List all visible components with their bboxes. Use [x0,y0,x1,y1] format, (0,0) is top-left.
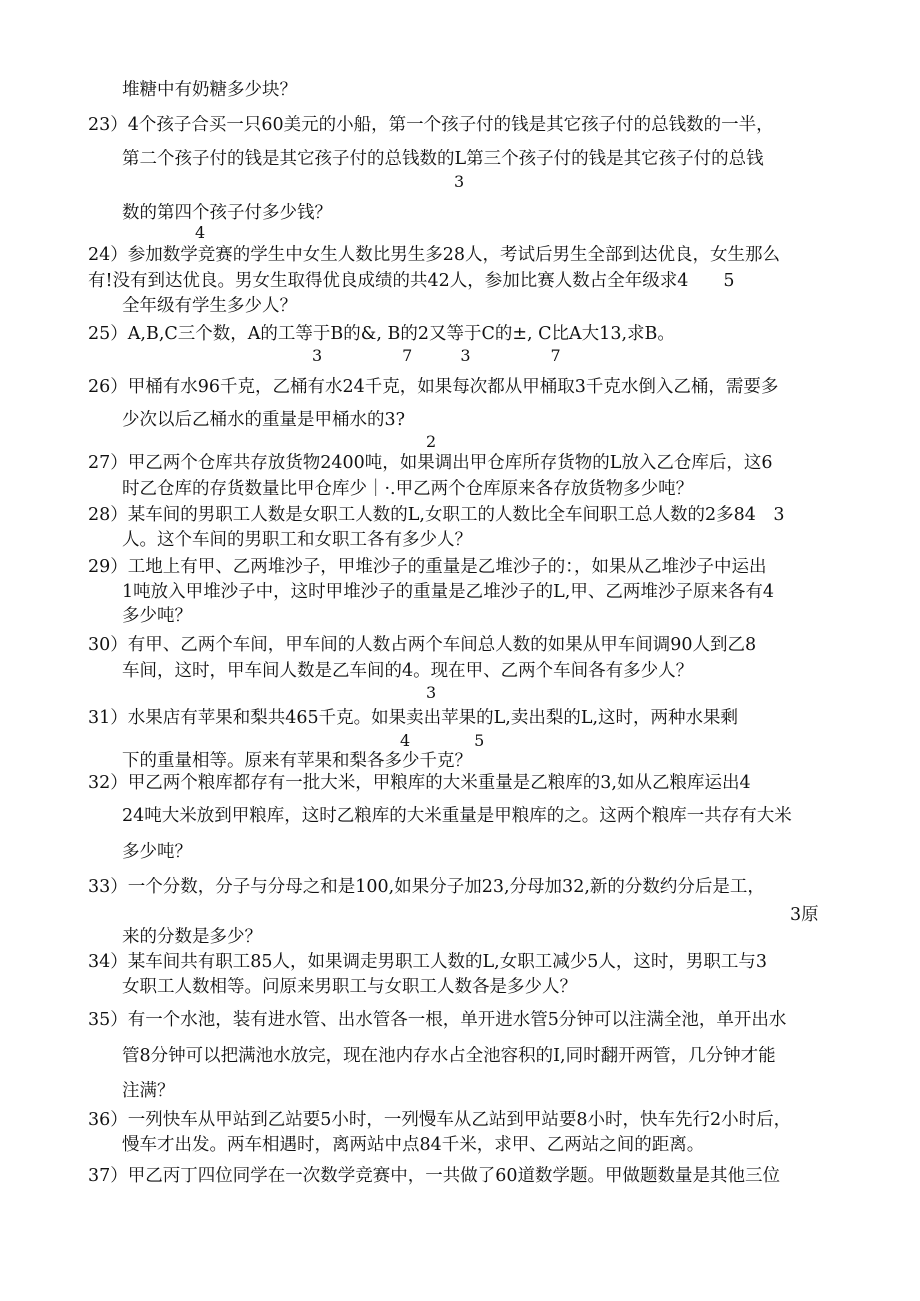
problem-33-line: 33）一个分数，分子与分母之和是100,如果分子加23,分母加32,新的分数约分后是工， [88,877,765,897]
problem-24-line: 24）参加数学竞赛的学生中女生人数比男生多28人，考试后男生全部到达优良，女生那么 [88,245,781,265]
text-line: 第二个孩子付的钱是其它孩子付的总钱数的L第三个孩子付的钱是其它孩子付的总钱 [122,149,764,169]
text-line: 24吨大米放到甲粮库，这时乙粮库的大米重量是甲粮库的之。这两个粮库一共存有大米 [122,806,792,826]
text-line: 车间，这时，甲车间人数是乙车间的4。现在甲、乙两个车间各有多少人？ [122,661,694,681]
text-line: 来的分数是多少？ [122,927,262,947]
problem-25-line: 25）A,B,C三个数，A的工等于B的&, B的2又等于C的±, C比A大13,求B。 [88,324,675,344]
problem-29-line: 29）工地上有甲、乙两堆沙子，甲堆沙子的重量是乙堆沙子的：，如果从乙堆沙子中运出 [88,557,767,577]
fraction-denominator: 3 [454,172,465,191]
problem-32-line: 32）甲乙两个粮库都存有一批大米，甲粮库的大米重量是乙粮库的3,如从乙粮库运出4 [88,773,751,793]
problem-23-line: 23）4个孩子合买一只60美元的小船，第一个孩子付的钱是其它孩子付的总钱数的一半， [88,115,774,135]
text-line: 1吨放入甲堆沙子中，这时甲堆沙子的重量是乙堆沙子的L,甲、乙两堆沙子原来各有4 [122,582,774,602]
fraction-denominator: 3 [426,683,437,702]
text-line: 慢车才出发。两车相遇时，离两站中点84千米，求甲、乙两站之间的距离。 [122,1135,705,1155]
problem-34-line: 34）某车间共有职工85人，如果调走男职工人数的L,女职工减少5人，这时，男职工与3 [88,952,767,972]
text-line: 多少吨？ [122,606,192,626]
text-line: 女职工人数相等。问原来男职工与女职工人数各是多少人？ [122,977,577,997]
fraction-denominator: 4 [195,223,206,242]
problem-30-line: 30）有甲、乙两个车间，甲车间的人数占两个车间总人数的如果从甲车间调90人到乙8 [88,635,757,655]
text-line: 注满？ [122,1081,175,1101]
problem-31-line: 31）水果店有苹果和梨共465千克。如果卖出苹果的L,卖出梨的L,这时，两种水果剩 [88,708,739,728]
problem-35-line: 35）有一个水池，装有进水管、出水管各一根，单开进水管5分钟可以注满全池，单开出水 [88,1010,787,1030]
fraction-denominators: 3 7 3 7 [312,346,561,365]
text-line: 时乙仓库的存货数量比甲仓库少｜·.甲乙两个仓库原来各存放货物多少吨？ [122,479,694,499]
text-line: 管8分钟可以把满池水放完，现在池内存水占全池容积的I,同时翻开两管，几分钟才能 [122,1046,776,1066]
problem-27-line: 27）甲乙两个仓库共存放货物2400吨，如果调出甲仓库所存货物的L放入乙仓库后，这6 [88,453,773,473]
text-line: 3原 [790,905,819,925]
problem-28-line: 28）某车间的男职工人数是女职工人数的L,女职工的人数比全车间职工总人数的2多84 3 [88,505,785,525]
problem-26-line: 26）甲桶有水96千克，乙桶有水24千克，如果每次都从甲桶取3千克水倒入乙桶，需要多 [88,377,779,397]
text-line: 数的第四个孩子付多少钱？ [122,203,332,223]
text-line: 堆糖中有奶糖多少块？ [122,80,297,100]
text-line: 有!没有到达优良。男女生取得优良成绩的共42人，参加比赛人数占全年级求4 5 [88,271,735,291]
text-line: 下的重量相等。原来有苹果和梨各多少千克？ [122,751,472,771]
fraction-denominators: 4 5 [400,731,485,750]
text-line: 全年级有学生多少人？ [122,296,297,316]
problem-37-line: 37）甲乙丙丁四位同学在一次数学竞赛中，一共做了60道数学题。甲做题数量是其他三位 [88,1166,781,1186]
fraction-denominator: 2 [426,432,437,451]
text-line: 少次以后乙桶水的重量是甲桶水的3? [122,410,406,430]
text-line: 人。这个车间的男职工和女职工各有多少人？ [122,530,472,550]
text-line: 多少吨？ [122,842,192,862]
problem-36-line: 36）一列快车从甲站到乙站要5小时，一列慢车从乙站到甲站要8小时，快车先行2小时后， [88,1110,792,1130]
